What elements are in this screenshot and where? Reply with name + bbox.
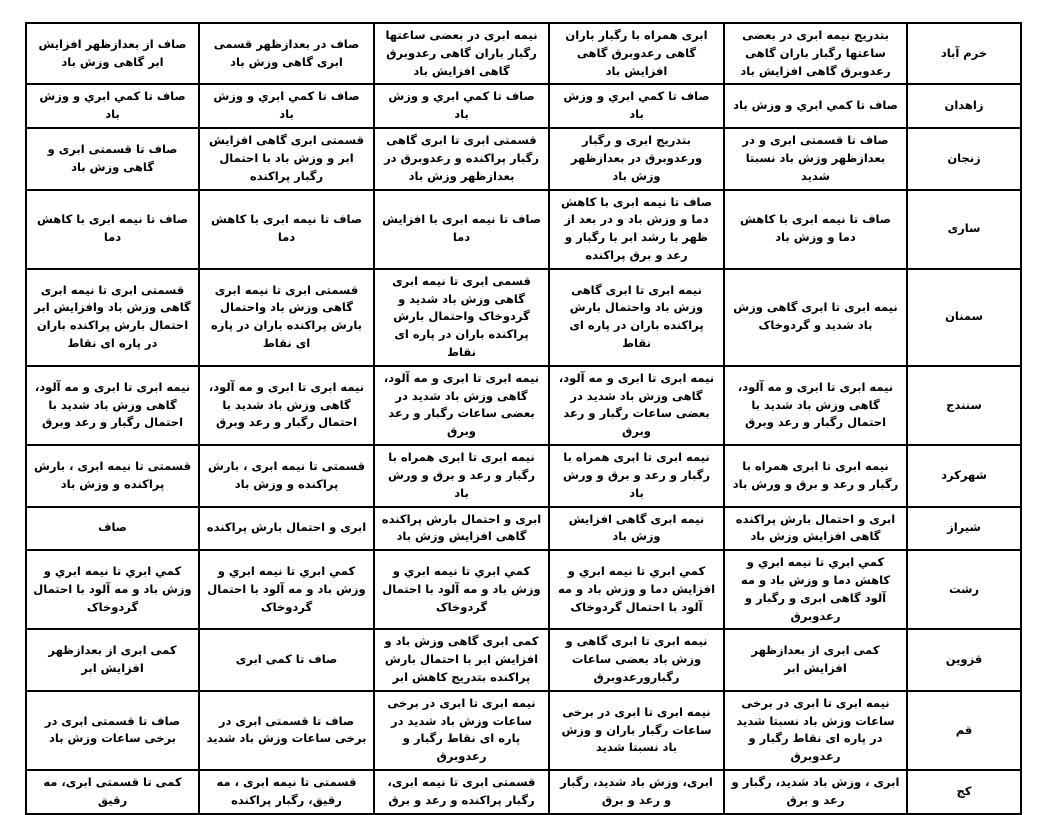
forecast-cell: كمي ابري تا نیمه ابري و وزش باد و مه آلود با احتمال گردوخاک: [199, 550, 374, 629]
forecast-cell: صاف در بعدازظهر قسمی ابری گاهی وزش باد: [199, 23, 374, 84]
forecast-cell: كمي ابري تا نیمه ابري و وزش باد و مه آلود با احتمال گردوخاک: [374, 550, 549, 629]
forecast-cell: ابری همراه با رگبار باران گاهی رعدوبرق گاهی افزایش باد: [549, 23, 724, 84]
forecast-cell: نیمه ابری تا ابری و مه آلود، گاهی وزش باد شدید در بعضی ساعات رگبار و رعد وبرق: [374, 366, 549, 445]
forecast-cell: قسمتی تا نیمه ابری ، مه رقیق، رگبار پراکنده: [199, 770, 374, 814]
forecast-cell: قسمتی ابری تا نیمه ابری گاهی وزش باد واحتمال بارش پراکنده باران در پاره ای نقاط: [199, 269, 374, 366]
table-row: [26, 550, 1021, 629]
city-name-cell: سمنان: [907, 269, 1021, 366]
forecast-cell: نیمه ابری تا ابری گاهی و وزش باد بعضی ساعات رگبارورعدوبرق: [549, 629, 724, 690]
forecast-cell: قسمتی ابری تا نیمه ابری گاهی وزش باد وافزایش ابر احتمال بارش پراکنده باران در پاره ای نقاط: [26, 269, 199, 366]
city-name-cell: قم: [907, 691, 1021, 770]
forecast-cell: صاف تا قسمتی ابری و گاهی وزش باد: [26, 128, 199, 189]
forecast-cell: نیمه ابری در بعضی ساعتها رگبار باران گاهی رعدوبرق گاهی افزایش باد: [374, 23, 549, 84]
city-name-cell: شیراز: [907, 507, 1021, 551]
forecast-cell: صاف تا قسمتی ابری در برخی ساعات وزش باد: [26, 691, 199, 770]
table-row: [26, 629, 1021, 690]
forecast-cell: کمی ابری گاهی وزش باد و افزایش ابر با احتمال بارش پراکنده بتدریج کاهش ابر: [374, 629, 549, 690]
forecast-cell: ابری و احتمال بارش پراکنده: [199, 507, 374, 551]
forecast-cell: صاف از بعدازظهر افزایش ابر گاهی وزش باد: [26, 23, 199, 84]
forecast-cell: کمی ابری از بعدازظهر افزایش ابر: [26, 629, 199, 690]
table-row: [26, 366, 1021, 445]
forecast-cell: نیمه ابری تا ابری همراه با رگبار و رعد و برق و ورش باد: [724, 445, 907, 506]
table-row: [26, 128, 1021, 189]
forecast-cell: صاف تا قسمتی ابری و در بعدازظهر وزش باد نسبتا شدید: [724, 128, 907, 189]
city-name-cell: خرم آباد: [907, 23, 1021, 84]
city-name-cell: زنجان: [907, 128, 1021, 189]
table-row: [26, 445, 1021, 506]
forecast-cell: نیمه ابری تا ابری در برخی ساعات وزش باد شدید در پاره ای نقاط رگبار و رعدوبرق: [374, 691, 549, 770]
forecast-cell: صاف تا كمي ابري و وزش باد: [549, 84, 724, 128]
city-name-cell: سنندج: [907, 366, 1021, 445]
forecast-cell: صاف تا نیمه ابری با کاهش دما و وزش باد: [724, 190, 907, 269]
forecast-cell: صاف: [26, 507, 199, 551]
forecast-cell: نیمه ابری تا ابری در برخی ساعات وزش باد نسبتا شدید در پاره ای نقاط رگبار و رعدوبرق: [724, 691, 907, 770]
forecast-cell: نیمه ابری تا ابری و مه آلود، گاهی وزش باد شدید با احتمال رگبار و رعد وبرق: [724, 366, 907, 445]
forecast-cell: کمی تا قسمتی ابری، مه رقیق: [26, 770, 199, 814]
forecast-cell: نیمه ابری تا ابری همراه با رگبار و رعد و برق و ورش باد: [374, 445, 549, 506]
forecast-cell: صاف تا نیمه ابری با افزایش دما: [374, 190, 549, 269]
forecast-cell: كمي ابري تا نیمه ابري و کاهش دما و وزش باد و مه آلود گاهی ابری و رگبار و رعدوبرق: [724, 550, 907, 629]
forecast-cell: صاف تا كمي ابري و وزش باد: [26, 84, 199, 128]
table-row: [26, 23, 1021, 84]
city-name-cell: زاهدان: [907, 84, 1021, 128]
forecast-cell: ابری ، وزش باد شدید، رگبار و رعد و برق: [724, 770, 907, 814]
city-name-cell: کج: [907, 770, 1021, 814]
forecast-cell: صاف تا كمي ابري و وزش باد: [374, 84, 549, 128]
city-name-cell: قزوین: [907, 629, 1021, 690]
forecast-cell: نیمه ابری تا ابری گاهی وزش باد شدید و گردوخاک: [724, 269, 907, 366]
forecast-cell: كمي ابري تا نیمه ابري و وزش باد و مه آلود با احتمال گردوخاک: [26, 550, 199, 629]
forecast-cell: نیمه ابری تا ابری و مه آلود، گاهی وزش باد شدید با احتمال رگبار و رعد وبرق: [199, 366, 374, 445]
forecast-cell: قسمتی ابری تا ابری گاهی رگبار پراکنده و رعدوبرق در بعدازظهر وزش باد: [374, 128, 549, 189]
forecast-cell: صاف تا كمي ابري و وزش باد: [199, 84, 374, 128]
weather-forecast-table: [25, 22, 1022, 815]
forecast-cell: صاف تا نیمه ابری با کاهش دما: [26, 190, 199, 269]
forecast-cell: صاف تا قسمتی ابری در برخی ساعات وزش باد شدید: [199, 691, 374, 770]
forecast-table-body: [26, 23, 1021, 814]
forecast-cell: قسمتی تا نیمه ابری ، بارش پراکنده و وزش باد: [26, 445, 199, 506]
forecast-cell: نیمه ابری گاهی افزایش وزش باد: [549, 507, 724, 551]
forecast-cell: بتدریج ابری و رگبار ورعدوبرق در بعدازظهر وزش باد: [549, 128, 724, 189]
forecast-cell: صاف تا نیمه ابری با کاهش دما و وزش باد و در بعد از ظهر با رشد ابر با رگبار و رعد و برق پراکنده: [549, 190, 724, 269]
table-row: [26, 770, 1021, 814]
city-name-cell: شهرکرد: [907, 445, 1021, 506]
forecast-cell: ابری و احتمال بارش پراکنده گاهی افزایش وزش باد: [724, 507, 907, 551]
table-row: [26, 691, 1021, 770]
forecast-cell: نیمه ابری تا ابری همراه با رگبار و رعد و برق و ورش باد: [549, 445, 724, 506]
forecast-cell: صاف تا كمي ابري و وزش باد: [724, 84, 907, 128]
forecast-cell: صاف تا کمی ابری: [199, 629, 374, 690]
forecast-cell: کمی ابری از بعدازظهر افزایش ابر: [724, 629, 907, 690]
forecast-cell: نیمه ابری تا ابری و مه آلود، گاهی وزش باد شدید با احتمال رگبار و رعد وبرق: [26, 366, 199, 445]
forecast-cell: قسمتی تا نیمه ابری ، بارش پراکنده و وزش باد: [199, 445, 374, 506]
forecast-cell: نیمه ابری تا ابری در برخی ساعات رگبار باران و وزش باد نسبتا شدید: [549, 691, 724, 770]
table-row: [26, 190, 1021, 269]
forecast-cell: قسمی ابری تا نیمه ابری گاهی وزش باد شدید و گردوخاک واحتمال بارش پراکنده باران در پاره ای نقاط: [374, 269, 549, 366]
forecast-cell: نیمه ابری تا ابری گاهی وزش باد واحتمال بارش پراکنده باران در پاره ای نقاط: [549, 269, 724, 366]
forecast-cell: قسمتی ابری تا نیمه ابری، رگبار پراکنده و رعد و برق: [374, 770, 549, 814]
table-row: [26, 84, 1021, 128]
forecast-cell: قسمتی ابری گاهی افزایش ابر و وزش باد با احتمال رگبار پراکنده: [199, 128, 374, 189]
forecast-cell: ابری و احتمال بارش پراکنده گاهی افزایش وزش باد: [374, 507, 549, 551]
city-name-cell: رشت: [907, 550, 1021, 629]
forecast-cell: كمي ابري تا نیمه ابري و افزایش دما و وزش باد و مه آلود با احتمال گردوخاک: [549, 550, 724, 629]
forecast-cell: بتدریج نیمه ابری در بعضی ساعتها رگبار باران گاهی رعدوبرق گاهی افزایش باد: [724, 23, 907, 84]
forecast-cell: نیمه ابری تا ابری و مه آلود، گاهی وزش باد شدید در بعضی ساعات رگبار و رعد وبرق: [549, 366, 724, 445]
table-row: [26, 507, 1021, 551]
forecast-cell: ابری، وزش باد شدید، رگبار و رعد و برق: [549, 770, 724, 814]
forecast-cell: صاف تا نیمه ابری با کاهش دما: [199, 190, 374, 269]
table-row: [26, 269, 1021, 366]
city-name-cell: ساری: [907, 190, 1021, 269]
